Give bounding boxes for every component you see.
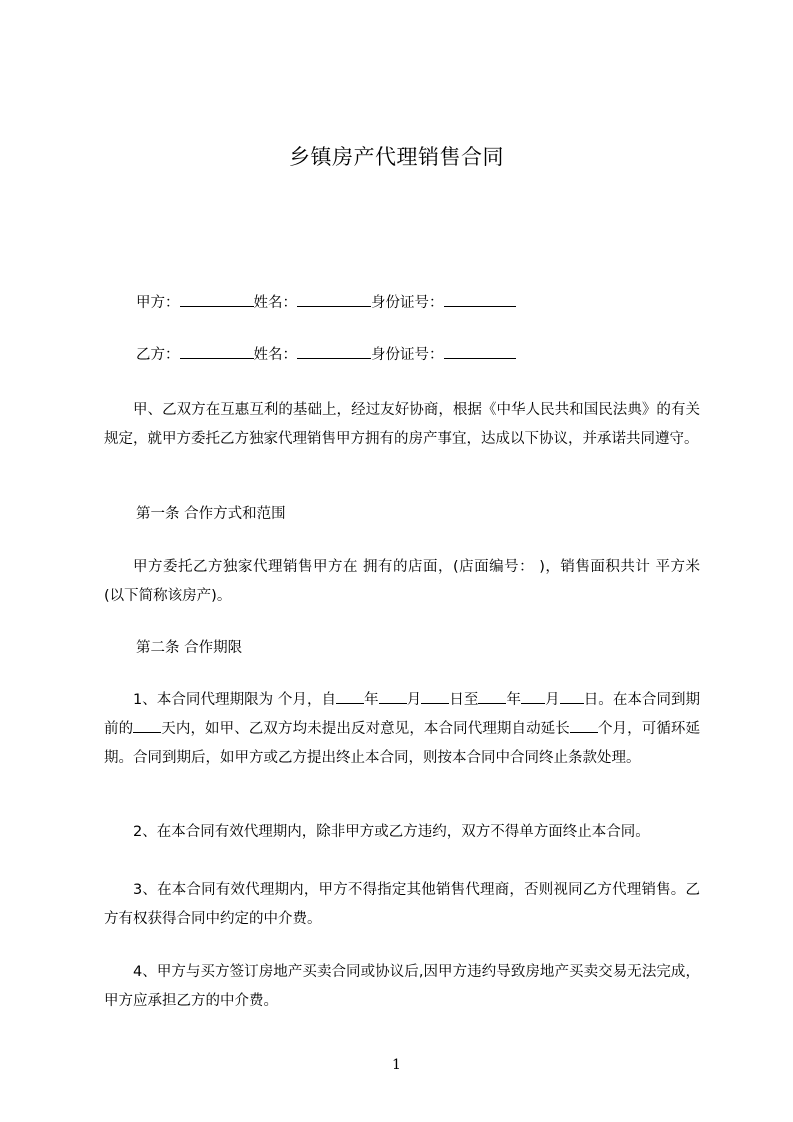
start-month-blank	[379, 689, 407, 704]
article-2-item-1	[104, 686, 700, 773]
article-2-heading: 第二条 合作期限	[136, 640, 243, 656]
item-1-text-a: 1、本合同代理期限为 个月，自	[133, 692, 337, 708]
party-a-label: 甲方：	[136, 295, 180, 311]
article-2-item-4: 4、甲方与买方签订房地产买卖合同或协议后,因甲方违约导致房地产买卖交易无法完成，甲方应承担乙方的中介费。	[104, 964, 700, 1009]
party-b-name-label: 姓名：	[253, 347, 297, 363]
article-1-heading: 第一条 合作方式和范围	[136, 506, 286, 522]
party-a-name-blank	[297, 292, 371, 307]
party-b-label: 乙方：	[136, 347, 180, 363]
party-a-name-label: 姓名：	[253, 295, 297, 311]
end-day-blank	[560, 689, 584, 704]
notice-days-blank	[133, 718, 161, 733]
document-title: 乡镇房产代理销售合同	[289, 145, 504, 169]
item-1-text-h: 天内，如甲、乙双方均未提出反对意见，本合同代理期自动延长	[161, 721, 570, 737]
item-1-text-i: 个月，可循环延期。合同到期后，如甲方或乙方提出终止本合同，则按本合同中合同终止条款处理。	[104, 721, 701, 766]
party-b-blank	[180, 344, 254, 359]
page-number: 1	[392, 1057, 401, 1073]
article-1-text: 甲方委托乙方独家代理销售甲方在 拥有的店面，(店面编号： )，销售面积共计 平方米(以下简称该房产)。	[104, 559, 700, 604]
end-year-blank	[478, 689, 506, 704]
item-1-text-b: 年	[364, 692, 379, 708]
item-1-text-d: 日至	[449, 692, 479, 708]
item-1-text-c: 月	[406, 692, 422, 708]
end-month-blank	[521, 689, 545, 704]
party-b-id-blank	[444, 344, 516, 359]
party-b-line	[136, 344, 516, 365]
item-1-text-f: 月	[545, 692, 560, 708]
extension-months-blank	[570, 718, 598, 733]
party-a-blank	[180, 292, 254, 307]
start-day-blank	[421, 689, 449, 704]
party-b-id-label: 身份证号：	[371, 347, 444, 363]
party-a-line	[136, 292, 516, 313]
party-a-id-label: 身份证号：	[371, 295, 444, 311]
article-2-item-2: 2、在本合同有效代理期内，除非甲方或乙方违约，双方不得单方面终止本合同。	[133, 824, 650, 840]
start-year-blank	[336, 689, 364, 704]
article-2-item-3: 3、在本合同有效代理期内，甲方不得指定其他销售代理商，否则视同乙方代理销售。乙方有权获得合同中约定的中介费。	[104, 882, 700, 927]
party-b-name-blank	[297, 344, 371, 359]
party-a-id-blank	[444, 292, 516, 307]
item-1-text-g: 日。在本合同到期前的	[104, 692, 701, 737]
intro-paragraph: 甲、乙双方在互惠互利的基础上，经过友好协商，根据《中华人民共和国民法典》的有关规定，就甲方委托乙方独家代理销售甲方拥有的房产事宜，达成以下协议，并承诺共同遵守。	[104, 402, 700, 447]
item-1-text-e: 年	[506, 692, 522, 708]
